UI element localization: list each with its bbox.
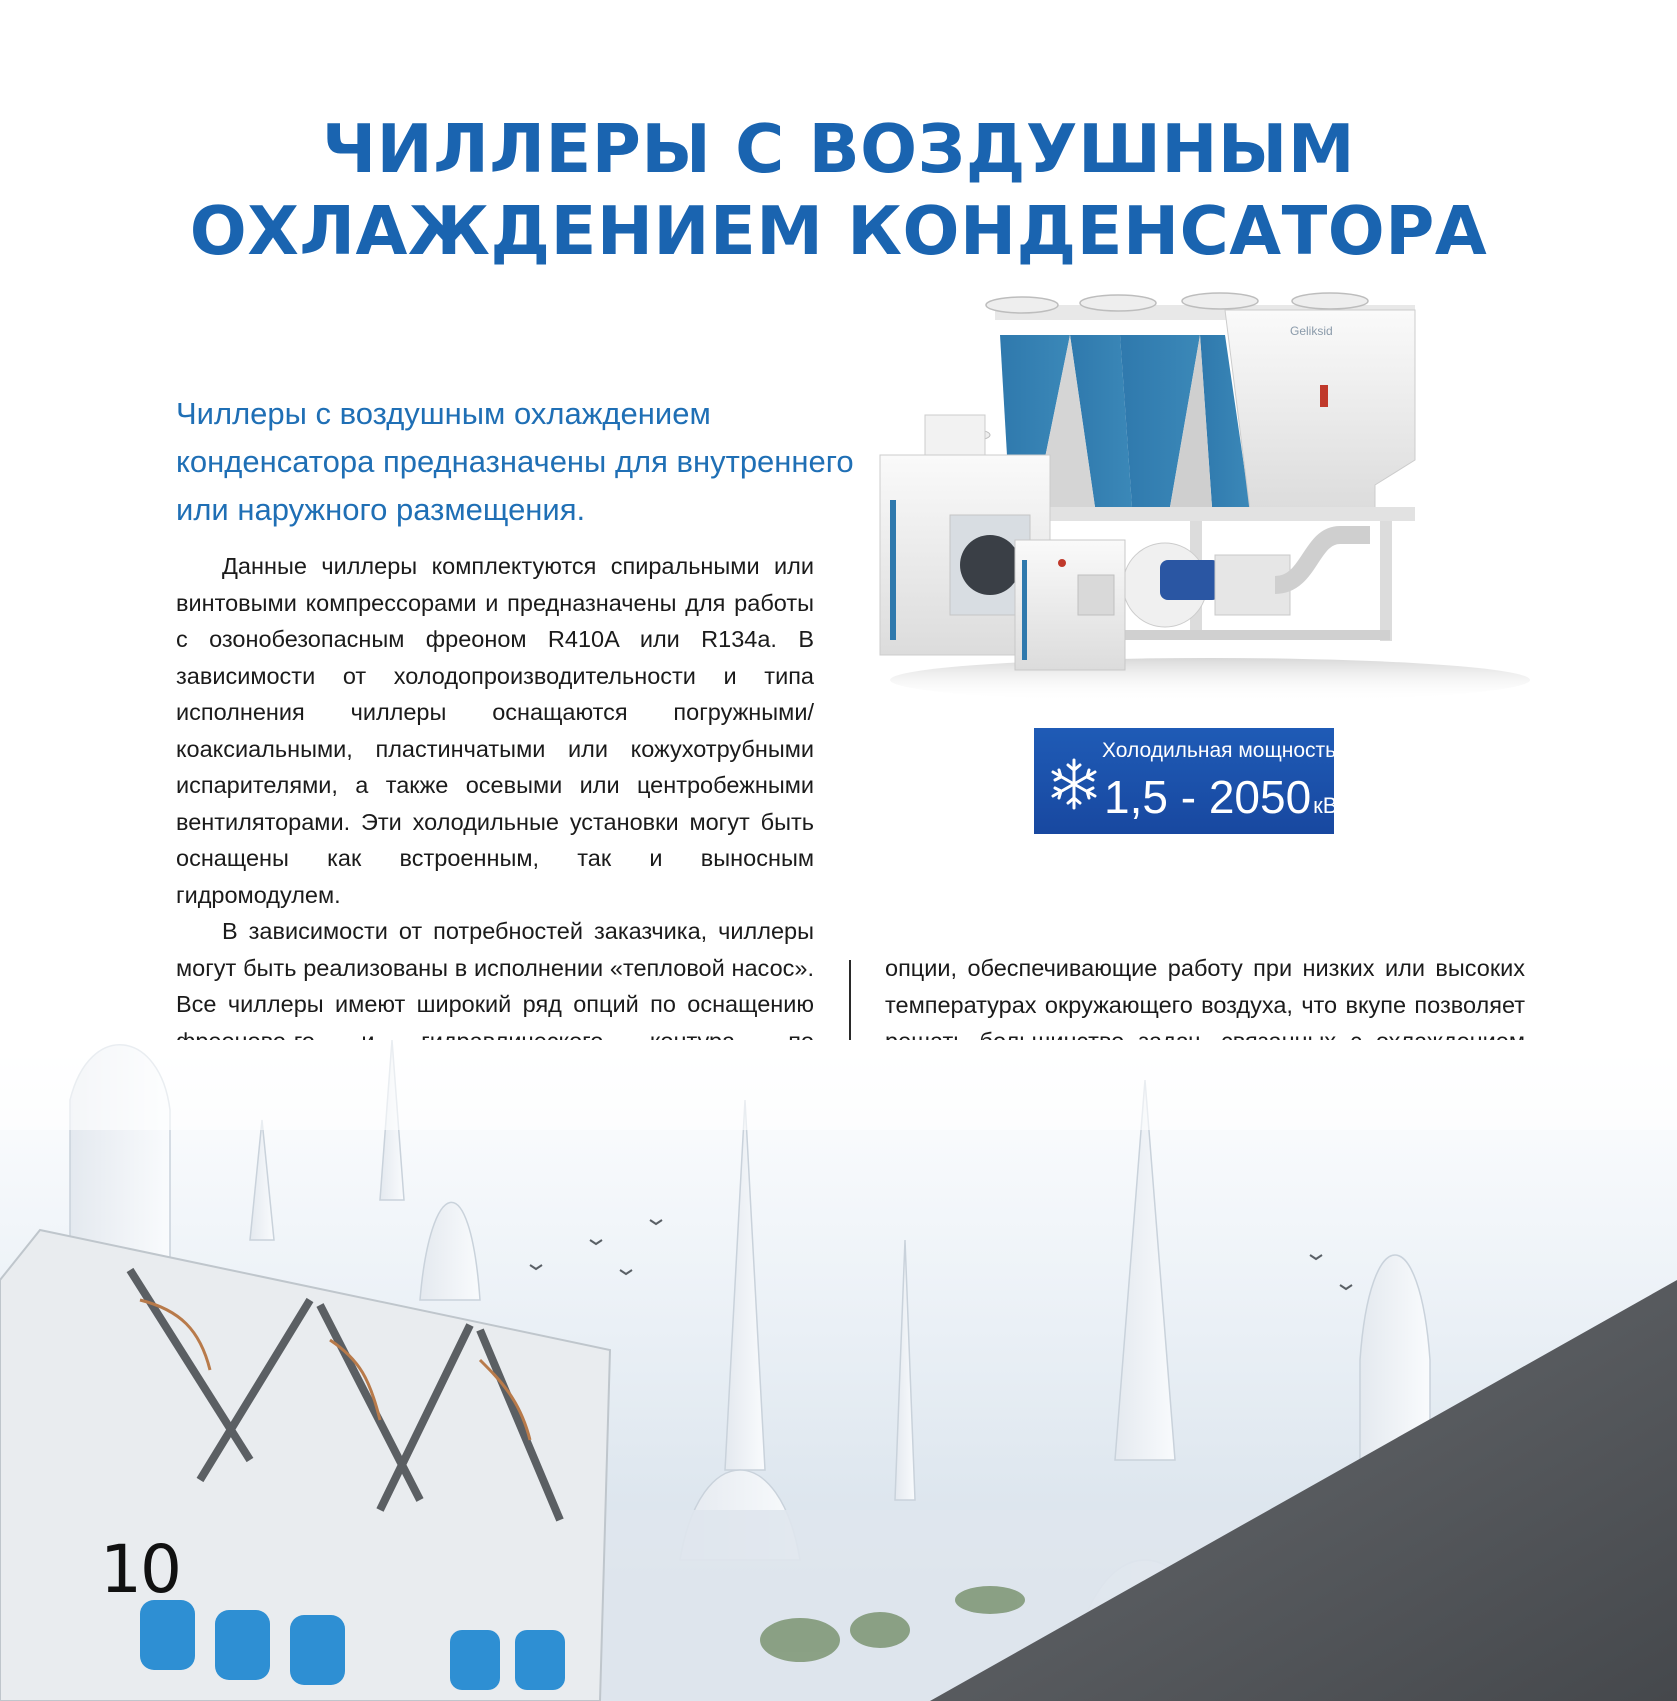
- snowflake-icon: [1048, 758, 1100, 810]
- capacity-value-line: [1104, 768, 1347, 835]
- title-line-2: ОХЛАЖДЕНИЕМ КОНДЕНСАТОРА: [189, 192, 1488, 270]
- product-brand-label: Geliksid: [1290, 324, 1333, 338]
- chiller-product-image: [870, 285, 1550, 705]
- page-title: [0, 108, 1677, 272]
- paragraph-components: Данные чиллеры комплектуются спиральными или винтовыми компрессорами и предназначены для работы с озонобезопасным фреоном R410A или R134a. В зависимости от холодопроизводительности и типа исполнения чиллеры оснащаются погружными/коаксиальными, пластинчатыми или кожухотрубными испарителями, а также осевыми или центробежными вентиляторами. Эти холодильные установки могут быть оснащены как встроенным, так и выносным гидромодулем.: [176, 553, 814, 908]
- futuristic-city-background: [0, 1040, 1677, 1701]
- title-line-1: ЧИЛЛЕРЫ С ВОЗДУШНЫМ: [321, 110, 1356, 188]
- capacity-unit: кВт: [1313, 793, 1347, 818]
- page-number: 10: [100, 1531, 180, 1608]
- paragraph-options-continued: опции, обеспечивающие работу при низких или высоких температурах окружающего воздуха, что вкупе позволяет: [885, 955, 1525, 1018]
- capacity-label: Холодильная мощность:: [1102, 739, 1342, 762]
- paragraph-options: В зависимости от потребностей заказчика, чиллеры могут быть реализованы в исполнении «тепловой насос». Все чиллеры имеют широкий ряд опций по оснащению: [176, 918, 814, 1017]
- capacity-value: 1,5 - 2050: [1104, 771, 1312, 823]
- capacity-badge: [1034, 728, 1347, 834]
- intro-subtitle: Чиллеры с воздушным охлаждением конденсатора предназначены для внутреннего или наружного размещения.: [176, 396, 854, 527]
